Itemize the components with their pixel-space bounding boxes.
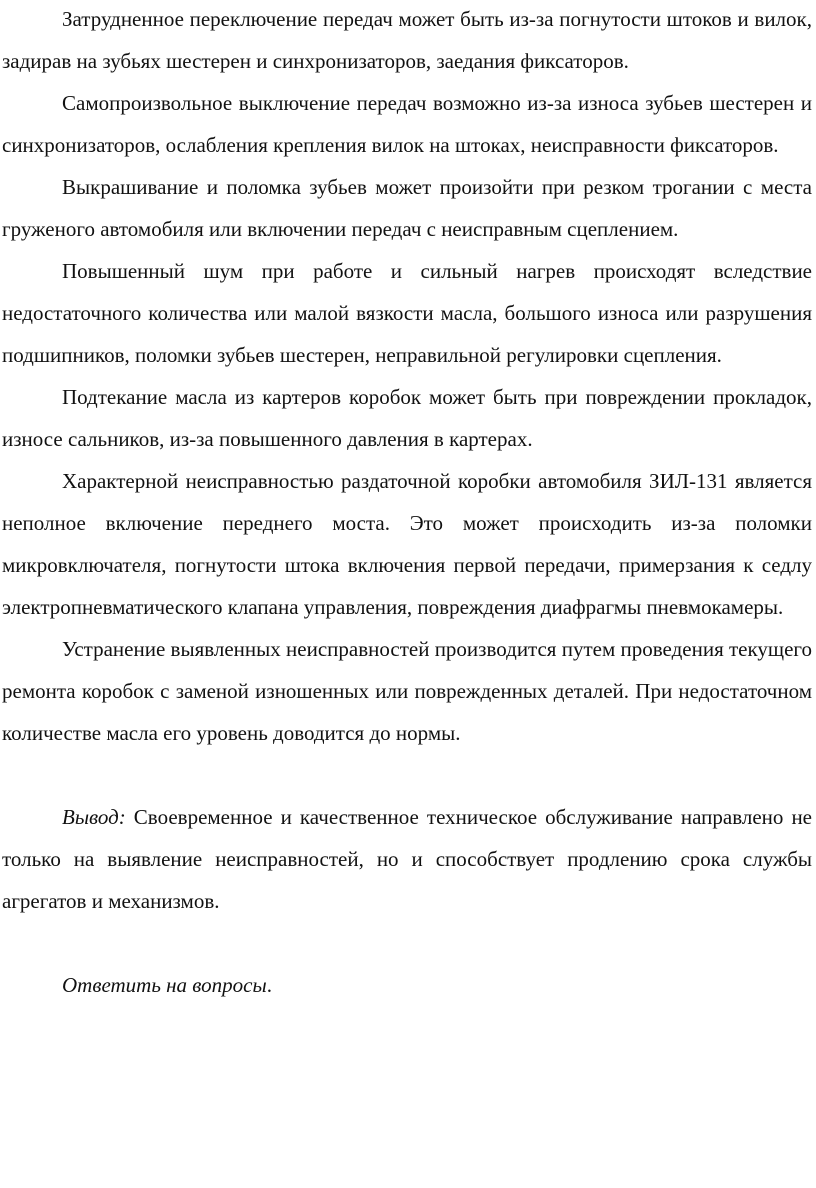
conclusion-text: Своевременное и качественное техническое обслуживание направлено не только на выявление неисправностей, но и способствует продлению срока службы агрегатов и механизмов. xyxy=(2,805,812,913)
paragraph-teeth-chipping: Выкрашивание и поломка зубьев может произойти при резком трогании с места груженого автомобиля или включении передач с неисправным сцеплением. xyxy=(2,175,812,241)
blank-line xyxy=(2,754,812,796)
paragraph-spontaneous-disengagement: Самопроизвольное выключение передач возможно из-за износа зубьев шестерен и синхронизаторов, ослабления крепления вилок на штоках, неисправности фиксаторов. xyxy=(2,91,812,157)
conclusion-label: Вывод: xyxy=(62,805,126,829)
paragraph-noise-and-heating: Повышенный шум при работе и сильный нагрев происходят вследствие недостаточного количества или малой вязкости масла, большого износа или разрушения подшипников, поломки зубьев шестерен, неправильной регулировки сцепления. xyxy=(2,259,812,367)
questions-heading xyxy=(2,964,812,1006)
paragraph-oil-leakage: Подтекание масла из картеров коробок может быть при повреждении прокладок, износе сальников, из-за повышенного давления в картерах. xyxy=(2,385,812,451)
conclusion-paragraph xyxy=(2,796,812,922)
questions-suffix: . xyxy=(266,973,272,997)
paragraph-transfer-case-fault: Характерной неисправностью раздаточной коробки автомобиля ЗИЛ-131 является неполное включение переднего моста. Это может происходить из-за поломки микровключателя, погнутости штока включения первой передачи, примерзания к седлу электропневматического клапана управления, повреждения диафрагмы пневмокамеры. xyxy=(2,469,812,619)
blank-line xyxy=(2,922,812,964)
paragraph-gear-shifting-difficulty: Затрудненное переключение передач может быть из-за погнутости штоков и вилок, задирав на зубьях шестерен и синхронизаторов, заедания фиксаторов. xyxy=(2,7,812,73)
questions-label: Ответить на вопросы xyxy=(62,973,267,997)
paragraph-fault-elimination: Устранение выявленных неисправностей производится путем проведения текущего ремонта коробок с заменой изношенных или поврежденных деталей. При недостаточном количестве масла его уровень доводится до нормы. xyxy=(2,637,812,745)
